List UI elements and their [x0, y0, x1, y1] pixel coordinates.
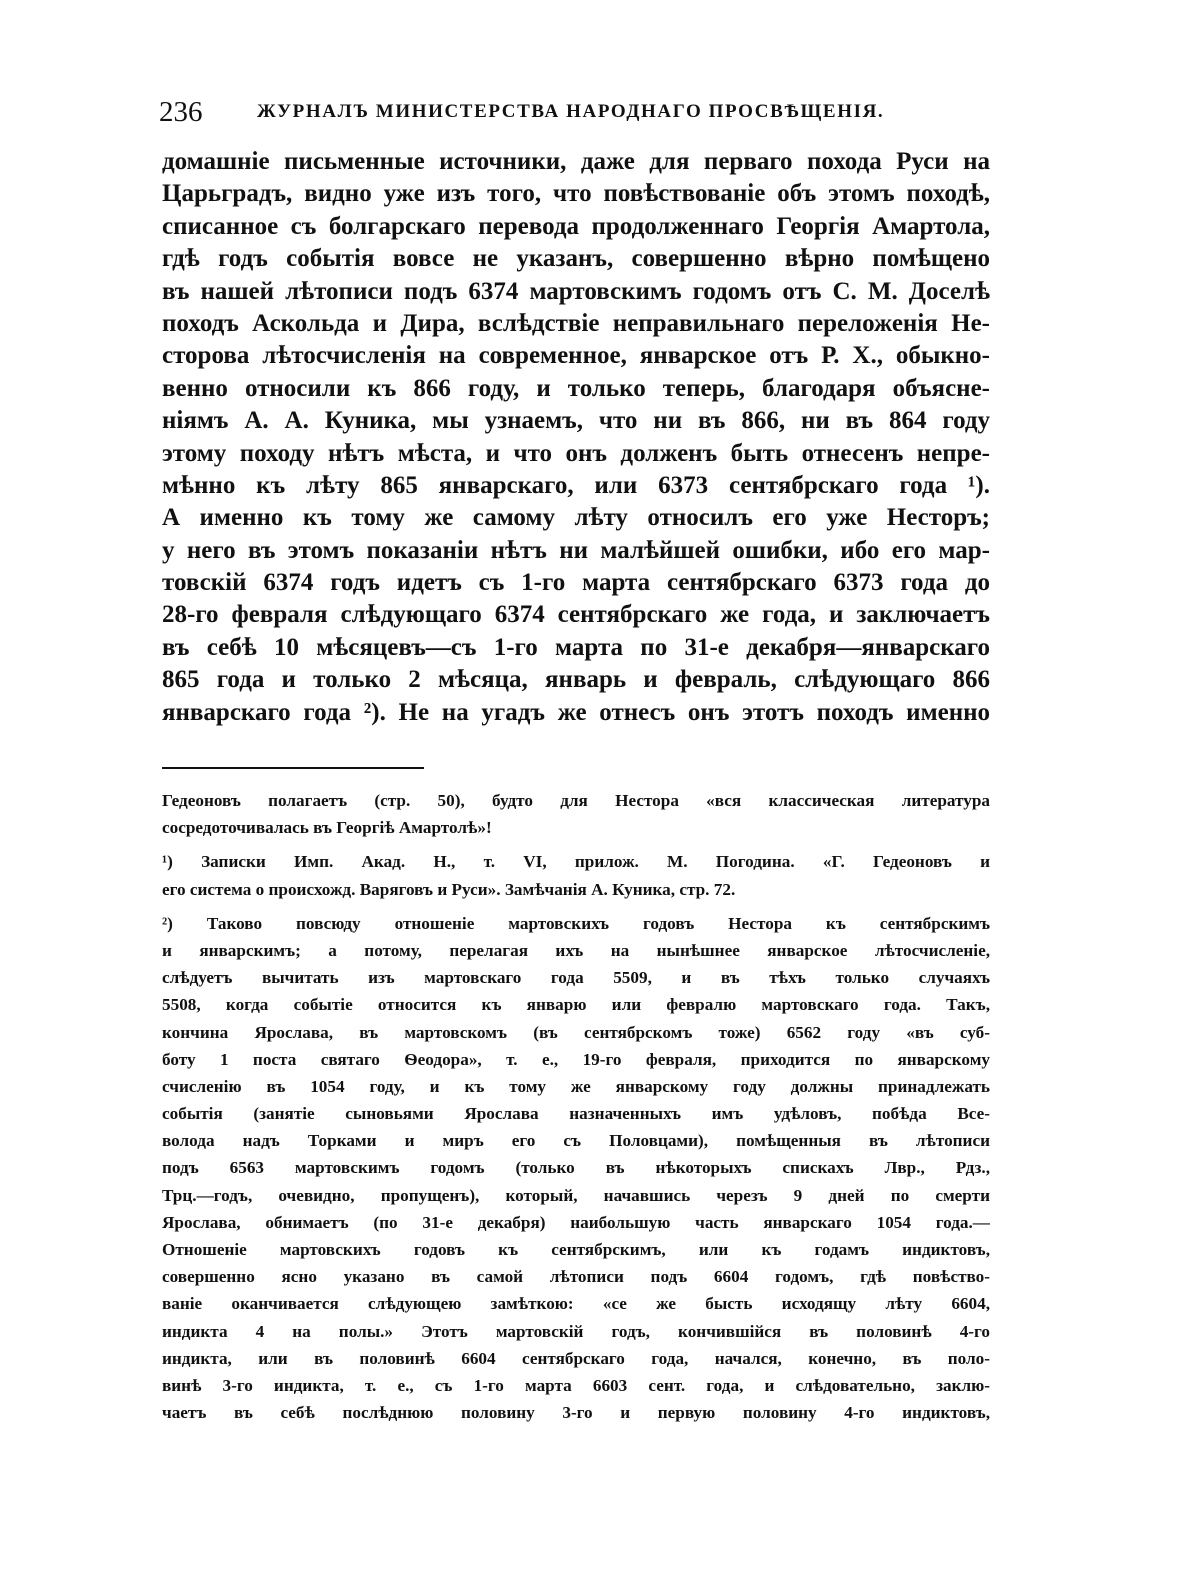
- footnote-line: кончина Ярослава, въ мартовскомъ (въ сентябрскомъ тоже) 6562 году «въ суб-: [162, 1022, 990, 1042]
- footnotes: [162, 787, 990, 1426]
- footnote-line: индикта 4 на полы.» Этотъ мартовскій годъ, кончившійся въ половинѣ 4-го: [162, 1321, 990, 1341]
- text-line: товскій 6374 годъ идетъ съ 1-го марта сентябрскаго 6373 года до: [162, 569, 990, 597]
- footnote-line: волода надъ Торками и миръ его съ Половцами), помѣщенныя въ лѣтописи: [162, 1131, 990, 1151]
- footnote-line: чаетъ въ себѣ послѣднюю половину 3-го и первую половину 4-го индиктовъ,: [162, 1403, 990, 1423]
- text-line: у него въ этомъ показаніи нѣтъ ни малѣйшей ошибки, ибо его мар-: [162, 536, 990, 564]
- footnote-divider: [162, 767, 424, 769]
- text-line: гдѣ годъ событія вовсе не указанъ, совершенно вѣрно помѣщено: [162, 245, 990, 273]
- footnote-line: счисленію въ 1054 году, и къ тому же январскому году должны принадлежать: [162, 1076, 990, 1096]
- footnote-line: его система о происхожд. Варяговъ и Руси». Замѣчанія А. Куника, стр. 72.: [162, 879, 736, 899]
- running-title: ЖУРНАЛЪ МИНИСТЕРСТВА НАРОДНАГО ПРОСВѢЩЕНІЯ.: [257, 101, 885, 122]
- footnote-line: ¹) Записки Имп. Акад. Н., т. VI, прилож. М. Погодина. «Г. Гедеоновъ и: [162, 852, 990, 872]
- main-text: [162, 146, 990, 729]
- text-line: домашніе письменные источники, даже для перваго похода Руси на: [162, 148, 990, 175]
- text-line: А именно къ тому же самому лѣту относилъ его уже Несторъ;: [162, 504, 990, 532]
- text-line: списанное съ болгарскаго перевода продолженнаго Георгія Амартола,: [162, 212, 990, 240]
- footnote-continuation: [162, 787, 990, 841]
- text-line: походъ Аскольда и Дира, вслѣдствіе неправильнаго переложенія Не-: [162, 309, 990, 337]
- text-line: ніямъ А. А. Куника, мы узнаемъ, что ни въ 866, ни въ 864 году: [162, 407, 990, 435]
- footnote-line: Отношеніе мартовскихъ годовъ къ сентябрскимъ, или къ годамъ индиктовъ,: [162, 1240, 990, 1259]
- footnote-2: [162, 910, 990, 1427]
- text-line: сторова лѣтосчисленія на современное, январское отъ Р. Х., обыкно-: [162, 342, 990, 370]
- footnote-line: и январскимъ; а потому, перелагая ихъ на нынѣшнее январское лѣтосчисленіе,: [162, 940, 990, 960]
- footnote-line: индикта, или въ половинѣ 6604 сентябрскаго года, начался, конечно, въ поло-: [162, 1348, 990, 1368]
- text-line: въ нашей лѣтописи подъ 6374 мартовскимъ годомъ отъ С. М. Доселѣ: [162, 277, 990, 305]
- footnote-1: [162, 848, 990, 902]
- text-line: венно относили къ 866 году, и только теперь, благодаря объясне-: [162, 374, 990, 402]
- footnote-line: совершенно ясно указано въ самой лѣтописи подъ 6604 годомъ, гдѣ повѣство-: [162, 1267, 990, 1287]
- text-line: Царьградъ, видно уже изъ того, что повѣствованіе объ этомъ походѣ,: [162, 180, 990, 208]
- footnote-line: винѣ 3-го индикта, т. е., съ 1-го марта 6603 сент. года, и слѣдовательно, заклю-: [162, 1375, 990, 1395]
- text-line: мѣнно къ лѣту 865 январскаго, или 6373 сентябрскаго года ¹).: [162, 471, 990, 499]
- footnote-line: Ярослава, обнимаетъ (по 31-е декабря) наибольшую часть январскаго 1054 года.—: [162, 1212, 990, 1232]
- text-line: январскаго года ²). Не на угадъ же отнесъ онъ этотъ походъ именно: [162, 698, 990, 726]
- text-line: 28-го февраля слѣдующаго 6374 сентябрскаго же года, и заключаетъ: [162, 601, 990, 629]
- text-line: этому походу нѣтъ мѣста, и что онъ долженъ быть отнесенъ непре-: [162, 439, 990, 467]
- footnote-line: ваніе оканчивается слѣдующею замѣткою: «се же бысть исходящу лѣту 6604,: [162, 1294, 990, 1314]
- footnote-line: слѣдуетъ вычитать изъ мартовскаго года 5509, и въ тѣхъ только случаяхъ: [162, 968, 990, 988]
- footnote-line: ²) Таково повсюду отношеніе мартовскихъ годовъ Нестора къ сентябрскимъ: [162, 913, 990, 933]
- footnote-line: сосредоточивалась въ Георгіѣ Амартолѣ»!: [162, 818, 492, 838]
- footnote-line: Трц.—годъ, очевидно, пропущенъ), который, начавшись черезъ 9 дней по смерти: [162, 1185, 990, 1205]
- footnote-line: 5508, когда событіе относится къ январю или февралю мартовскаго года. Такъ,: [162, 995, 990, 1015]
- text-line: 865 года и только 2 мѣсяца, январь и февраль, слѣдующаго 866: [162, 666, 990, 694]
- footnote-line: Гедеоновъ полагаетъ (стр. 50), будто для Нестора «вся классическая литература: [162, 791, 990, 810]
- footnote-line: событія (занятіе сыновьями Ярослава назначенныхъ имъ удѣловъ, побѣда Все-: [162, 1104, 990, 1124]
- page-number: 236: [159, 96, 203, 128]
- page-header: [159, 92, 989, 132]
- footnote-line: подъ 6563 мартовскимъ годомъ (только въ нѣкоторыхъ спискахъ Лвр., Рдз.,: [162, 1158, 990, 1178]
- footnote-line: боту 1 поста святаго Ѳеодора», т. е., 19-го февраля, приходится по январскому: [162, 1049, 990, 1069]
- text-line: въ себѣ 10 мѣсяцевъ—съ 1-го марта по 31-е декабря—январскаго: [162, 633, 990, 661]
